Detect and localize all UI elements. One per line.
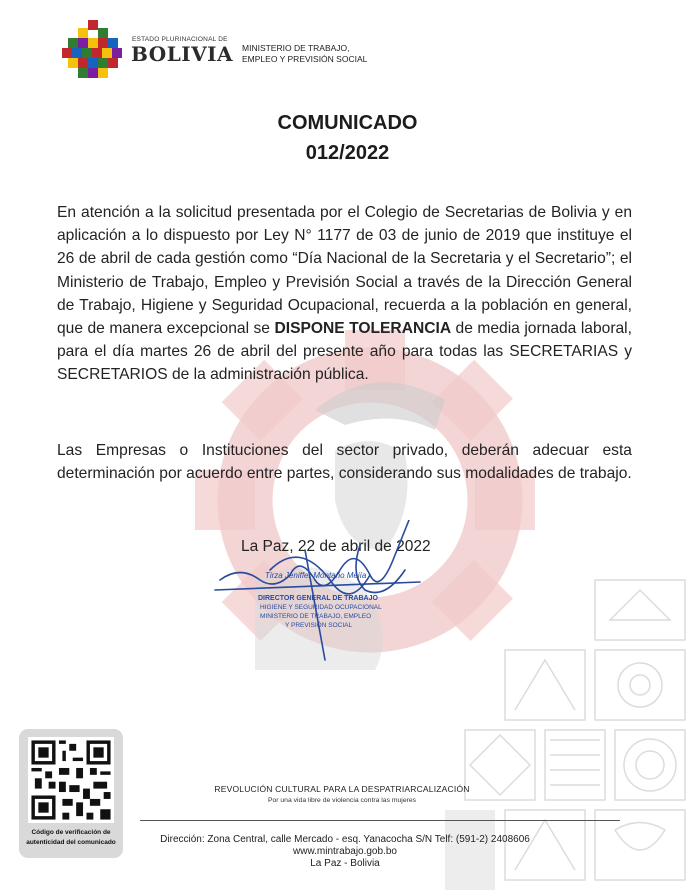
ministry-line-2: EMPLEO Y PREVISIÓN SOCIAL [242, 54, 368, 64]
stamp-line-3: MINISTERIO DE TRABAJO, EMPLEO [260, 613, 372, 620]
ministry-line-1: MINISTERIO DE TRABAJO, [242, 43, 350, 53]
footer-city: La Paz - Bolivia [310, 858, 380, 869]
date-line: La Paz, 22 de abril de 2022 [241, 538, 431, 555]
document-number: 012/2022 [305, 142, 390, 164]
ministry-name [242, 43, 367, 65]
paragraph-2: Las Empresas o Instituciones del sector privado, deberán adecuar esta determinación por acuerdo entre partes, considerando sus modalidades de trabajo. [57, 442, 632, 483]
stamp-line-4: Y PREVISIÓN SOCIAL [285, 622, 353, 629]
footer-subslogan: Por una vida libre de violencia contra las mujeres [267, 797, 417, 804]
document-title: COMUNICADO [277, 112, 418, 134]
paragraph-1-emphasis: DISPONE TOLERANCIA [274, 320, 452, 338]
paragraph-1 [57, 201, 632, 387]
stamp-line-1: DIRECTOR GENERAL DE TRABAJO [258, 595, 378, 602]
footer-divider [140, 820, 620, 821]
footer-address: Dirección: Zona Central, calle Mercado - esq. Yanacocha S/N Telf: (591-2) 2408606 [160, 834, 530, 845]
qr-verification-block [19, 729, 123, 858]
qr-code[interactable] [28, 737, 114, 823]
bolivia-emblem-logo [60, 18, 126, 84]
signature-stamp [210, 520, 450, 670]
stamp-line-2: HIGIENE Y SEGURIDAD OCUPACIONAL [260, 604, 382, 611]
qr-caption-line-1: Código de verificación de [31, 829, 111, 836]
paragraph-1-text: En atención a la solicitud presentada por el Colegio de Secretarias de Bolivia y en aplicación a lo dispuesto por Ley N° 1177 de 03 de junio de 2019 que instituye el 26 de abril de cada gestión como “Día Nacional de la Secretaria y el Secretario”; el Ministerio de Trabajo, Empleo y Previsión Social a través de la Dirección General de Trabajo, Higiene y Seguridad Ocupacional, recuerda a la población en general, que de manera excepcional se [57, 204, 632, 338]
qr-caption [19, 828, 123, 848]
paragraph-1-text-end: de media jornada laboral, para el día martes 26 de abril del presente año para todas las SECRETARIAS y SECRETARIOS de la administración pública. [57, 320, 632, 384]
country-name: BOLIVIA [131, 42, 234, 66]
footer-website[interactable]: www.mintrabajo.gob.bo [293, 846, 397, 857]
stamp-name: Tirza Jeniffer Montaño Mejía [265, 571, 367, 580]
state-label: ESTADO PLURINACIONAL DE [132, 36, 228, 43]
qr-caption-line-2: autenticidad del comunicado [26, 839, 116, 846]
footer-slogan: REVOLUCIÓN CULTURAL PARA LA DESPATRIARCALIZACIÓN [214, 784, 470, 794]
